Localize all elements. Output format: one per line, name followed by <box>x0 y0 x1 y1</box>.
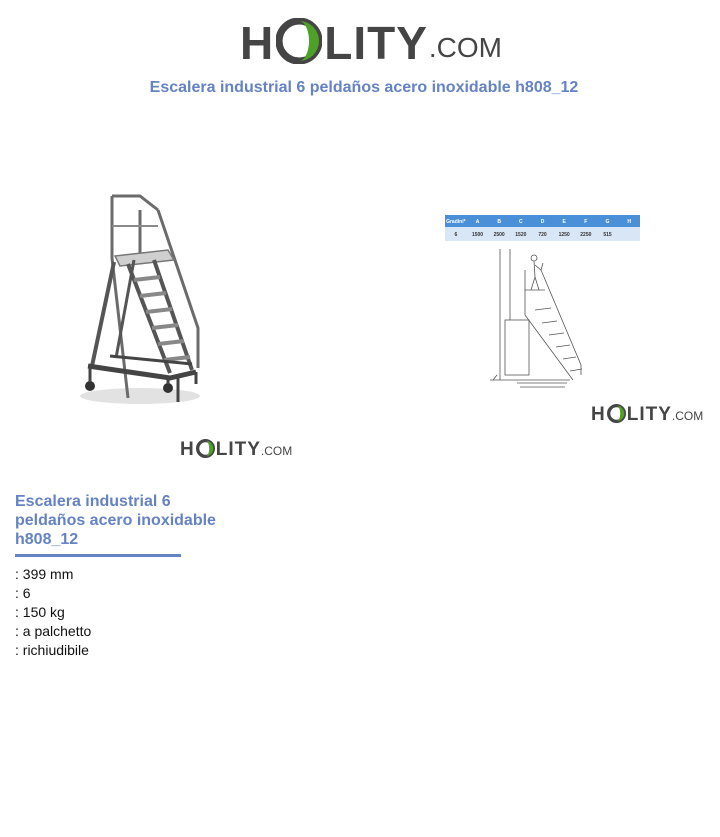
table-header-cell: D <box>540 219 545 225</box>
ladder-photo[interactable] <box>70 188 220 413</box>
spec-item: : a palchetto <box>15 623 92 639</box>
holity-logo[interactable] <box>240 14 503 69</box>
table-value-cell: 515 <box>603 232 612 238</box>
holity-logo-watermark <box>591 404 703 424</box>
logo-text-start: H <box>240 17 275 69</box>
product-heading: Escalera industrial 6 peldaños acero inoxidable h808_12 <box>15 493 216 548</box>
table-value-cell: 1500 <box>471 232 484 238</box>
logo-text-start: H <box>180 439 195 460</box>
table-value-cell: 1250 <box>558 232 570 238</box>
spec-item: : 150 kg <box>15 604 65 620</box>
logo-o-icon <box>607 404 626 423</box>
spec-list <box>15 565 91 660</box>
logo-suffix: .COM <box>671 409 704 423</box>
logo-text-end: LITY <box>215 439 261 460</box>
logo-text-start: H <box>591 404 606 425</box>
table-header-cell: F <box>584 219 588 225</box>
logo-text-end: LITY <box>324 17 428 69</box>
table-header-cell: B <box>497 219 501 225</box>
logo-o-icon <box>276 18 322 64</box>
spec-item: : richiudibile <box>15 642 89 658</box>
holity-logo-watermark <box>180 439 292 459</box>
table-header-cell: H <box>627 219 631 225</box>
table-value-cell: 720 <box>538 232 547 238</box>
table-value-cell: 6 <box>454 232 458 238</box>
logo-o-icon <box>196 439 215 458</box>
spec-item: : 6 <box>15 585 31 601</box>
table-header-cell: E <box>562 219 566 225</box>
table-header-cell: Gradini* <box>446 219 466 225</box>
logo-text-end: LITY <box>626 404 672 425</box>
table-header-cell: C <box>519 219 523 225</box>
ladder-dimension-diagram[interactable] <box>445 215 640 390</box>
spec-item: : 399 mm <box>15 566 74 582</box>
table-header-cell: A <box>475 219 480 225</box>
table-value-cell: 2250 <box>580 232 592 238</box>
logo-suffix: .COM <box>260 444 293 458</box>
table-value-cell: 1520 <box>515 232 527 238</box>
logo-suffix: .COM <box>428 32 503 63</box>
table-header-cell: G <box>605 219 610 225</box>
table-value-cell: 2500 <box>493 232 505 238</box>
heading-underline <box>15 554 181 557</box>
page-title: Escalera industrial 6 peldaños acero inoxidable h808_12 <box>149 79 579 96</box>
